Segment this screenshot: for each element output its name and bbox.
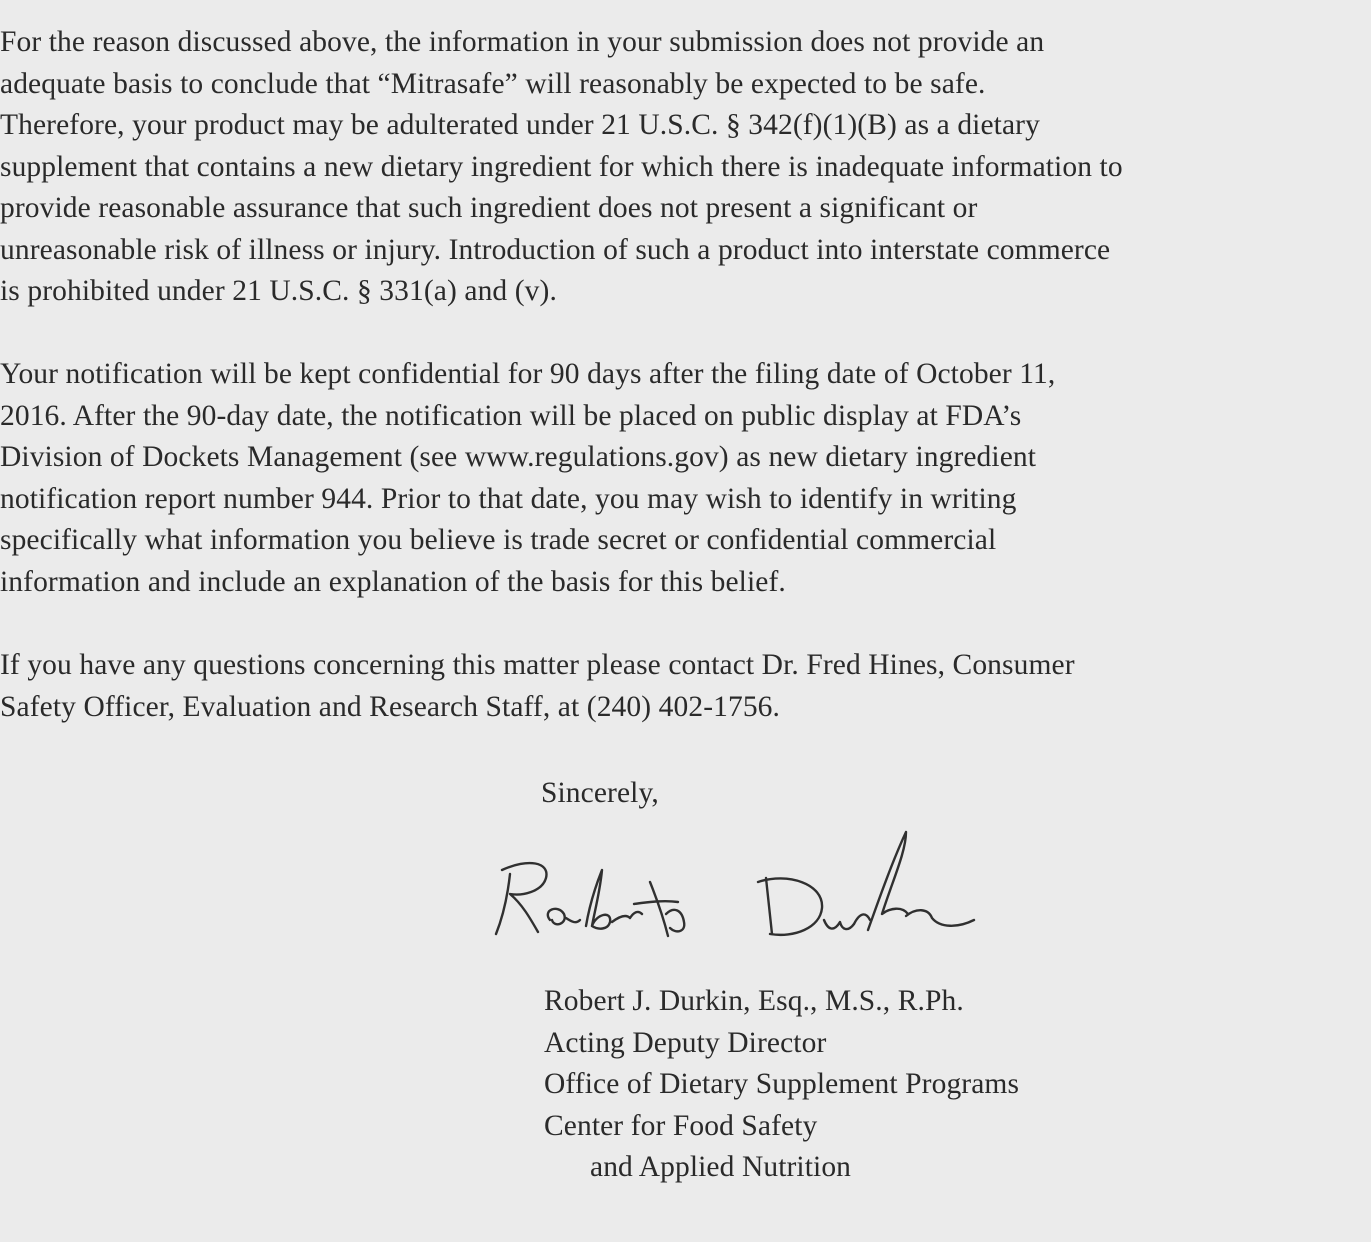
paragraph-contact <box>0 645 1371 728</box>
paragraph-safety-conclusion <box>0 22 1371 313</box>
text-line: unreasonable risk of illness or injury. Introduction of such a product into interstate commerce <box>0 233 1111 266</box>
signatory-center-continued: and Applied Nutrition <box>590 1151 852 1183</box>
text-line: is prohibited under 21 U.S.C. § 331(a) and (v). <box>0 275 557 307</box>
text-line: specifically what information you believe is trade secret or confidential commercial <box>0 524 997 556</box>
text-line: Your notification will be kept confidential for 90 days after the filing date of October 11, <box>0 358 1056 390</box>
text-line: information and include an explanation of the basis for this belief. <box>0 565 786 598</box>
handwritten-signature <box>488 822 988 952</box>
text-line: 2016. After the 90-day date, the notification will be placed on public display at FDA’s <box>0 399 1022 432</box>
text-line: Division of Dockets Management (see www.regulations.gov) as new dietary ingredient <box>0 441 1037 473</box>
text-line: If you have any questions concerning this matter please contact Dr. Fred Hines, Consumer <box>0 649 1075 681</box>
signatory-office: Office of Dietary Supplement Programs <box>544 1068 1020 1100</box>
text-line: For the reason discussed above, the information in your submission does not provide an <box>0 26 1045 58</box>
signature-block <box>544 981 1019 1189</box>
paragraph-confidentiality <box>0 354 1371 603</box>
text-line: provide reasonable assurance that such ingredient does not present a significant or <box>0 192 978 224</box>
text-line: Safety Officer, Evaluation and Research Staff, at (240) 402-1756. <box>0 690 780 723</box>
text-line: Therefore, your product may be adulterated under 21 U.S.C. § 342(f)(1)(B) as a dietary <box>0 109 1040 141</box>
text-line: adequate basis to conclude that “Mitrasafe” will reasonably be expected to be safe. <box>0 67 986 100</box>
text-line: notification report number 944. Prior to that date, you may wish to identify in writing <box>0 482 1017 515</box>
signatory-center: Center for Food Safety <box>544 1109 818 1142</box>
closing-salutation: Sincerely, <box>541 777 659 809</box>
signatory-name: Robert J. Durkin, Esq., M.S., R.Ph. <box>544 985 964 1017</box>
text-line: supplement that contains a new dietary ingredient for which there is inadequate information to <box>0 150 1123 183</box>
signatory-title: Acting Deputy Director <box>544 1026 827 1059</box>
